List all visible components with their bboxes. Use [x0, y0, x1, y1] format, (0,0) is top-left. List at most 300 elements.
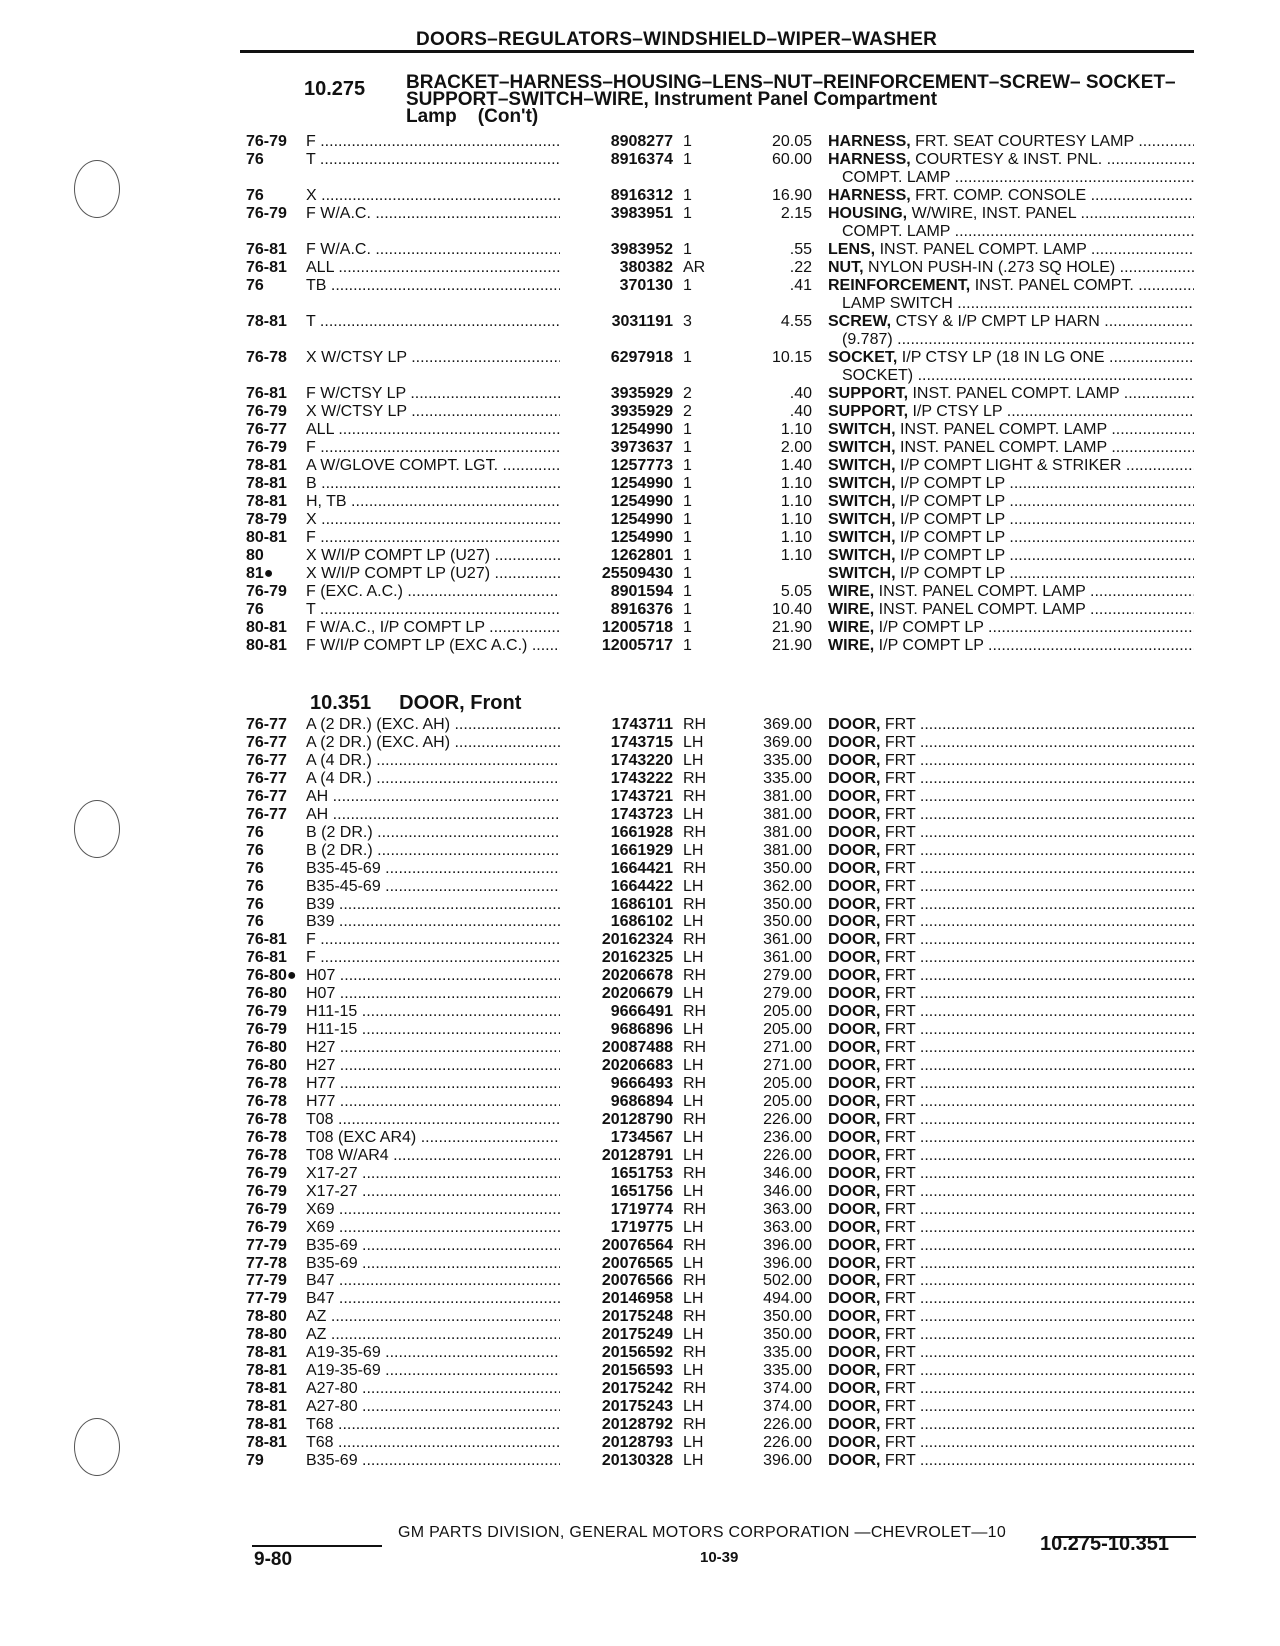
description-detail: FRT	[884, 1200, 916, 1218]
description	[828, 277, 1194, 295]
price: 363.00	[763, 1218, 812, 1236]
description-noun: DOOR,	[828, 1272, 881, 1290]
price: 381.00	[763, 787, 812, 805]
description	[828, 1308, 1194, 1326]
application: F W/A.C., I/P COMPT LP .....	[306, 619, 574, 637]
description	[828, 511, 1194, 529]
part-number: 20206683	[560, 1057, 673, 1075]
side: RH	[683, 1164, 707, 1182]
side: LH	[683, 1057, 704, 1075]
model-years: 76	[246, 895, 264, 913]
application: A19-35-69 .....	[306, 1362, 574, 1380]
price: 1.10	[780, 511, 812, 528]
part-number: 3983951	[560, 205, 673, 223]
description	[828, 205, 1194, 223]
footer-page-number: 10-39	[700, 1549, 739, 1566]
price: 374.00	[763, 1380, 812, 1398]
model-years: 78-81	[246, 1362, 287, 1380]
model-years: 77-79	[246, 1236, 287, 1254]
description-noun: SWITCH,	[828, 529, 896, 546]
side: RH	[683, 1308, 707, 1326]
price: 335.00	[763, 1344, 812, 1362]
side: LH	[683, 751, 704, 769]
binder-hole-middle	[74, 800, 120, 858]
price: 236.00	[763, 1128, 812, 1146]
model-years: 78-81	[246, 1416, 287, 1434]
description-noun: SWITCH,	[828, 547, 896, 564]
description	[828, 1021, 1194, 1039]
application: X69 .....	[306, 1201, 574, 1219]
price: .55	[789, 241, 812, 258]
part-number: 8901594	[560, 583, 673, 601]
price: 363.00	[763, 1200, 812, 1218]
description	[828, 967, 1194, 985]
price: 494.00	[763, 1290, 812, 1308]
part-number: 380382	[560, 259, 673, 277]
application: A (2 DR.) (EXC. AH) .....	[306, 716, 574, 734]
model-years: 76-81	[246, 259, 287, 276]
part-number: 3935929	[560, 385, 673, 403]
model-years: 77-79	[246, 1272, 287, 1290]
price: 226.00	[763, 1434, 812, 1451]
description-noun: WIRE,	[828, 619, 875, 636]
side: LH	[683, 1326, 704, 1344]
part-number: 3973637	[560, 439, 673, 457]
price: 21.90	[771, 619, 812, 636]
model-years: 76	[246, 187, 264, 204]
part-number: 3031191	[560, 313, 673, 331]
description-detail: FRT	[884, 895, 916, 913]
application: F .....	[306, 529, 574, 547]
description-noun: SWITCH,	[828, 475, 896, 492]
description	[828, 1344, 1194, 1362]
application: X .....	[306, 511, 574, 529]
model-years: 79	[246, 1451, 264, 1469]
model-years: 76-80●	[246, 967, 297, 985]
description-noun: DOOR,	[828, 1182, 881, 1200]
quantity: 1	[683, 133, 692, 150]
description	[828, 949, 1194, 967]
model-years: 78-80	[246, 1308, 287, 1326]
application: AH .....	[306, 806, 574, 824]
price: 396.00	[763, 1254, 812, 1272]
price: 346.00	[763, 1164, 812, 1182]
part-number: 9666493	[560, 1075, 673, 1093]
quantity: 1	[683, 637, 692, 654]
description	[828, 241, 1194, 259]
part-number: 1661929	[560, 842, 673, 860]
description-detail: FRT	[884, 877, 916, 895]
application: F W/A.C. .....	[306, 241, 574, 259]
application: B39 .....	[306, 896, 574, 914]
description	[828, 716, 1194, 734]
side: RH	[683, 716, 707, 733]
model-years: 77-78	[246, 1254, 287, 1272]
application: AZ .....	[306, 1326, 574, 1344]
application: A (2 DR.) (EXC. AH) .....	[306, 734, 574, 752]
part-number: 1743711	[560, 716, 673, 734]
description-noun: SWITCH,	[828, 511, 896, 528]
description-detail: FRT	[884, 1398, 916, 1416]
model-years: 76-80	[246, 985, 287, 1003]
model-years: 76-79	[246, 403, 287, 420]
description	[828, 583, 1194, 601]
side: LH	[683, 913, 704, 931]
description-noun: DOOR,	[828, 841, 881, 859]
description-detail: FRT	[884, 949, 916, 967]
description	[828, 313, 1194, 331]
model-years: 76-79	[246, 1218, 287, 1236]
side: RH	[683, 1110, 707, 1128]
price: 1.40	[780, 457, 812, 474]
binder-hole-bottom	[74, 1418, 120, 1476]
description-noun: WIRE,	[828, 637, 875, 654]
description-detail: INST. PANEL COMPT. LAMP	[878, 583, 1086, 600]
application: A (4 DR.) .....	[306, 752, 574, 770]
quantity: 1	[683, 439, 692, 456]
model-years: 76	[246, 877, 264, 895]
quantity: 1	[683, 421, 692, 438]
description-noun: DOOR,	[828, 1200, 881, 1218]
page-header-title: DOORS–REGULATORS–WINDSHIELD–WIPER–WASHER	[416, 29, 938, 50]
price: 279.00	[763, 967, 812, 985]
description-detail: INST. PANEL COMPT.	[974, 277, 1134, 294]
description-noun: DOOR,	[828, 1110, 881, 1128]
description-noun: DOOR,	[828, 733, 881, 751]
quantity: 1	[683, 619, 692, 636]
quantity: 1	[683, 475, 692, 492]
part-number: 20128791	[560, 1147, 673, 1165]
model-years: 76	[246, 841, 264, 859]
part-number: 20128793	[560, 1434, 673, 1452]
description-detail: FRT	[884, 1434, 916, 1451]
description-detail: FRT	[884, 1218, 916, 1236]
side: RH	[683, 967, 707, 985]
model-years: 78-81	[246, 1398, 287, 1416]
side: LH	[683, 1451, 704, 1469]
part-number: 1734567	[560, 1129, 673, 1147]
model-years: 76-80	[246, 1039, 287, 1057]
price: 4.55	[780, 313, 812, 330]
description	[828, 601, 1194, 619]
description	[828, 565, 1194, 583]
quantity: 1	[683, 457, 692, 474]
footer-date: 9-80	[254, 1549, 293, 1570]
application: X17-27 .....	[306, 1165, 574, 1183]
part-number: 20087488	[560, 1039, 673, 1057]
price: 20.05	[771, 133, 812, 150]
description	[828, 1165, 1194, 1183]
description-noun: SWITCH,	[828, 421, 896, 438]
model-years: 76-77	[246, 805, 287, 823]
description	[828, 385, 1194, 403]
part-number: 1664421	[560, 860, 673, 878]
quantity: 1	[683, 151, 692, 168]
description-detail: FRT	[884, 1416, 916, 1434]
application: T08 .....	[306, 1111, 574, 1129]
side: RH	[683, 1236, 707, 1254]
description-detail: I/P COMPT LP	[900, 529, 1005, 546]
application: B35-45-69 .....	[306, 860, 574, 878]
part-number: 12005717	[560, 637, 673, 655]
application: B .....	[306, 475, 574, 493]
side: RH	[683, 1075, 707, 1092]
description-noun: SUPPORT,	[828, 385, 909, 402]
model-years: 76-78	[246, 1146, 287, 1164]
description-detail: NYLON PUSH-IN (.273 SQ HOLE)	[868, 259, 1116, 276]
application: H77 .....	[306, 1075, 574, 1093]
description-detail: FRT	[884, 805, 916, 823]
price: 381.00	[763, 823, 812, 841]
side: RH	[683, 859, 707, 877]
section-title: DOOR, Front	[399, 692, 522, 714]
model-years: 76-77	[246, 421, 287, 438]
application: B35-69 .....	[306, 1255, 574, 1273]
quantity: 1	[683, 529, 692, 546]
side: RH	[683, 787, 707, 805]
description-noun: HARNESS,	[828, 187, 911, 204]
model-years: 76	[246, 601, 264, 618]
side: LH	[683, 805, 704, 823]
description-continuation: LAMP SWITCH .....	[842, 295, 1194, 313]
part-number: 20162324	[560, 931, 673, 949]
description-noun: NUT,	[828, 259, 864, 276]
description	[828, 788, 1194, 806]
description-noun: DOOR,	[828, 1380, 881, 1398]
model-years: 81●	[246, 565, 274, 582]
application: F W/I/P COMPT LP (EXC A.C.) .....	[306, 637, 574, 655]
quantity: 1	[683, 493, 692, 510]
price: 205.00	[763, 1003, 812, 1021]
application: B39 .....	[306, 913, 574, 931]
application: B47 .....	[306, 1290, 574, 1308]
description	[828, 421, 1194, 439]
description-noun: DOOR,	[828, 1057, 881, 1075]
price: 350.00	[763, 913, 812, 931]
price: 1.10	[780, 529, 812, 546]
side: LH	[683, 1218, 704, 1236]
application: AH .....	[306, 788, 574, 806]
description-detail: I/P COMPT LP	[878, 637, 984, 654]
description	[828, 133, 1194, 151]
side: LH	[683, 949, 704, 967]
application: X .....	[306, 187, 574, 205]
description-noun: DOOR,	[828, 751, 881, 769]
part-number: 1254990	[560, 475, 673, 493]
description-detail: FRT	[884, 967, 916, 985]
footer-section-range: 10.275-10.351	[1040, 1533, 1170, 1555]
part-number: 1254990	[560, 529, 673, 547]
model-years: 78-79	[246, 511, 287, 528]
description	[828, 547, 1194, 565]
description-noun: DOOR,	[828, 1075, 881, 1092]
description	[828, 931, 1194, 949]
description-noun: DOOR,	[828, 1146, 881, 1164]
description-detail: FRT	[884, 1164, 916, 1182]
model-years: 76-79	[246, 583, 287, 600]
price: 335.00	[763, 1362, 812, 1380]
description	[828, 1362, 1194, 1380]
part-number: 20162325	[560, 949, 673, 967]
description-noun: DOOR,	[828, 769, 881, 787]
application: H27 .....	[306, 1057, 574, 1075]
price: .40	[789, 403, 812, 420]
description-detail: FRT	[884, 931, 916, 949]
model-years: 78-80	[246, 1326, 287, 1344]
model-years: 76-79	[246, 1200, 287, 1218]
model-years: 80-81	[246, 619, 287, 636]
application: B (2 DR.) .....	[306, 842, 574, 860]
description	[828, 1434, 1194, 1452]
description-noun: DOOR,	[828, 931, 881, 949]
model-years: 76	[246, 913, 264, 931]
description-noun: DOOR,	[828, 1218, 881, 1236]
header-rule	[240, 50, 1194, 53]
description-noun: HARNESS,	[828, 151, 911, 168]
description	[828, 259, 1194, 277]
description	[828, 1219, 1194, 1237]
quantity: 1	[683, 511, 692, 528]
side: LH	[683, 1290, 704, 1308]
side: RH	[683, 769, 707, 787]
price: 361.00	[763, 949, 812, 967]
description	[828, 1398, 1194, 1416]
application: A27-80 .....	[306, 1380, 574, 1398]
price: 350.00	[763, 895, 812, 913]
description-noun: SWITCH,	[828, 457, 896, 474]
description-detail: FRT	[884, 733, 916, 751]
description	[828, 824, 1194, 842]
price: 226.00	[763, 1416, 812, 1434]
side: LH	[683, 1021, 704, 1039]
model-years: 76-79	[246, 133, 287, 150]
application: A27-80 .....	[306, 1398, 574, 1416]
model-years: 80-81	[246, 637, 287, 654]
description-detail: I/P COMPT LP	[900, 547, 1005, 564]
price: 361.00	[763, 931, 812, 949]
price: 369.00	[763, 716, 812, 733]
application: X69 .....	[306, 1219, 574, 1237]
part-number: 9686896	[560, 1021, 673, 1039]
application: B35-69 .....	[306, 1237, 574, 1255]
price: 350.00	[763, 1308, 812, 1326]
description-detail: FRT	[884, 716, 916, 733]
model-years: 78-81	[246, 475, 287, 492]
part-number: 20175249	[560, 1326, 673, 1344]
part-number: 1686102	[560, 913, 673, 931]
application: T08 (EXC AR4) .....	[306, 1129, 574, 1147]
model-years: 78-81	[246, 313, 287, 330]
application: H77 .....	[306, 1093, 574, 1111]
model-years: 77-79	[246, 1290, 287, 1308]
description-detail: FRT. COMP. CONSOLE	[915, 187, 1087, 204]
description	[828, 637, 1194, 655]
side: RH	[683, 1200, 707, 1218]
quantity: 1	[683, 277, 692, 294]
price: 271.00	[763, 1057, 812, 1075]
application: H, TB .....	[306, 493, 574, 511]
quantity: 2	[683, 385, 692, 402]
model-years: 78-81	[246, 493, 287, 510]
price: 21.90	[771, 637, 812, 654]
description-detail: I/P COMPT LP	[900, 493, 1005, 510]
price: 16.90	[771, 187, 812, 204]
side: LH	[683, 1146, 704, 1164]
part-number: 6297918	[560, 349, 673, 367]
application: H07 .....	[306, 985, 574, 1003]
description-detail: INST. PANEL COMPT. LAMP	[878, 601, 1086, 618]
part-number: 20076564	[560, 1237, 673, 1255]
model-years: 76-77	[246, 733, 287, 751]
application: T .....	[306, 601, 574, 619]
description-detail: W/WIRE, INST. PANEL	[911, 205, 1077, 222]
application: ALL .....	[306, 259, 574, 277]
description-continuation: (9.787) .....	[842, 331, 1194, 349]
description-noun: DOOR,	[828, 859, 881, 877]
part-number: 1661928	[560, 824, 673, 842]
price: .40	[789, 385, 812, 402]
model-years: 76	[246, 823, 264, 841]
description	[828, 896, 1194, 914]
price: 10.40	[771, 601, 812, 618]
price: 374.00	[763, 1398, 812, 1416]
section-title-bold: BRACKET–HARNESS–HOUSING–LENS–NUT–REINFORCEMENT–SCREW– SOCKET–SUPPORT–SWITCH–WIRE,	[406, 72, 1176, 110]
part-number: 1743220	[560, 752, 673, 770]
description-detail: FRT	[884, 787, 916, 805]
part-number: 20206679	[560, 985, 673, 1003]
price: 335.00	[763, 751, 812, 769]
description	[828, 1201, 1194, 1219]
price: 369.00	[763, 733, 812, 751]
application: F .....	[306, 133, 574, 151]
description-noun: DOOR,	[828, 913, 881, 931]
part-number: 1664422	[560, 878, 673, 896]
part-number: 8916376	[560, 601, 673, 619]
side: RH	[683, 823, 707, 841]
side: LH	[683, 1362, 704, 1380]
price: 1.10	[780, 421, 812, 438]
application: F W/CTSY LP .....	[306, 385, 574, 403]
application: F .....	[306, 931, 574, 949]
description	[828, 403, 1194, 421]
description	[828, 1272, 1194, 1290]
part-number: 8908277	[560, 133, 673, 151]
description	[828, 475, 1194, 493]
description-noun: DOOR,	[828, 949, 881, 967]
model-years: 76-78	[246, 1092, 287, 1110]
description-detail: I/P COMPT LIGHT & STRIKER	[900, 457, 1122, 474]
description-noun: DOOR,	[828, 1398, 881, 1416]
price: 396.00	[763, 1236, 812, 1254]
application: X W/CTSY LP .....	[306, 349, 574, 367]
description	[828, 1237, 1194, 1255]
part-number: 8916312	[560, 187, 673, 205]
side: RH	[683, 931, 707, 949]
description-noun: DOOR,	[828, 1344, 881, 1362]
part-number: 1719775	[560, 1219, 673, 1237]
description	[828, 913, 1194, 931]
description-detail: FRT	[884, 913, 916, 931]
description-detail: FRT	[884, 751, 916, 769]
side: LH	[683, 985, 704, 1003]
part-number: 1651756	[560, 1183, 673, 1201]
description-detail: FRT	[884, 1182, 916, 1200]
description	[828, 1129, 1194, 1147]
application: F .....	[306, 439, 574, 457]
application: X W/I/P COMPT LP (U27) .....	[306, 547, 574, 565]
description-detail: FRT	[884, 1021, 916, 1039]
part-number: 3983952	[560, 241, 673, 259]
